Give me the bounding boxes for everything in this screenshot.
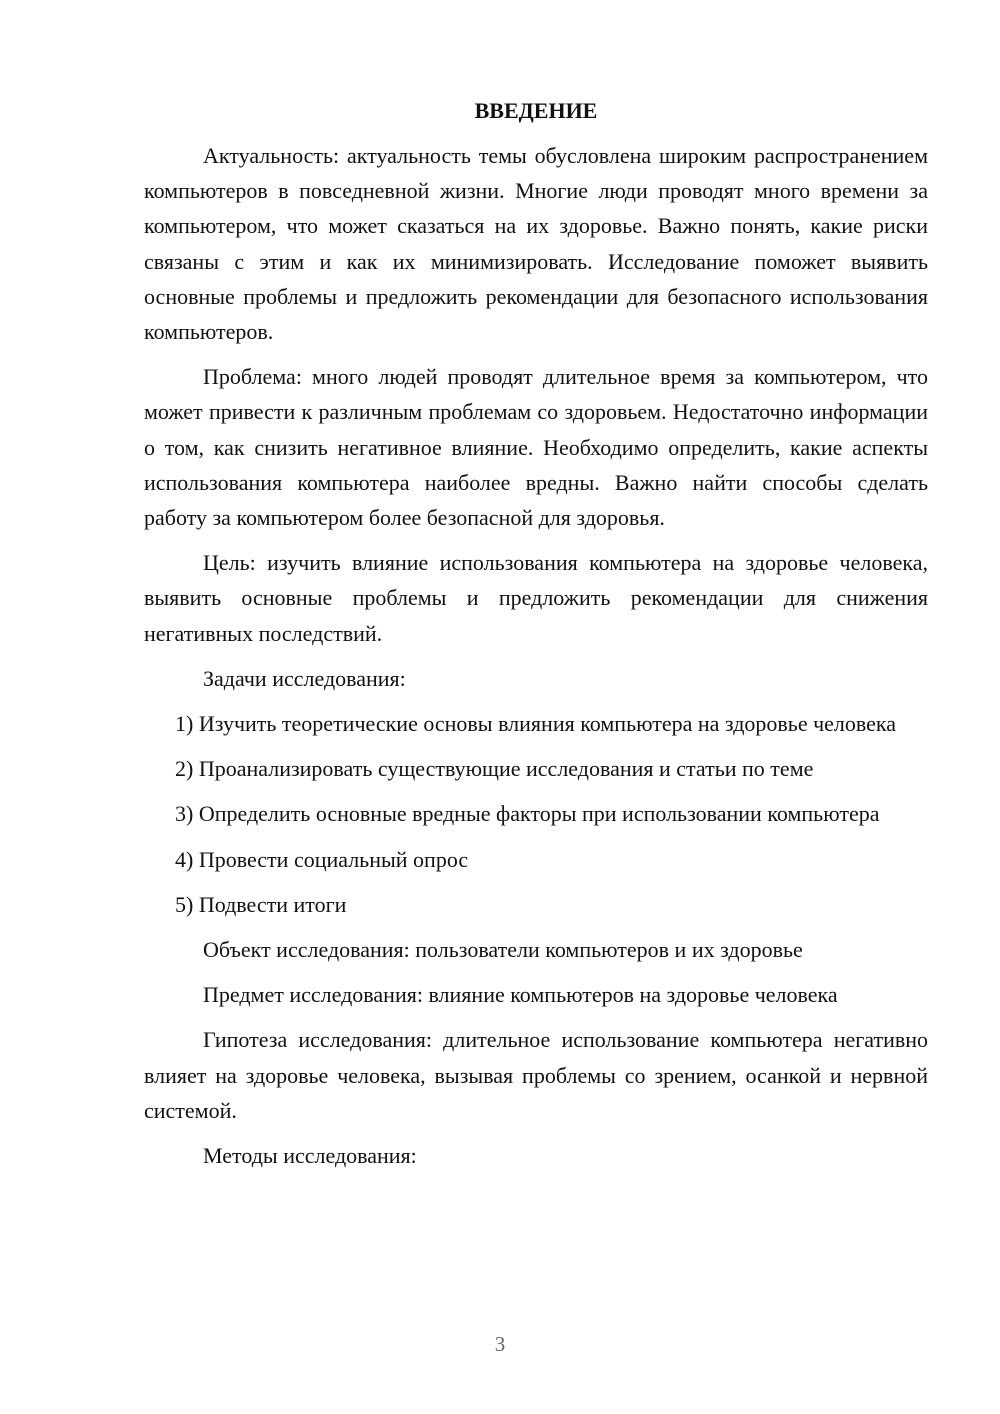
- task-item-2: 2) Проанализировать существующие исследования и статьи по теме: [175, 756, 814, 782]
- paragraph-relevance: Актуальность: актуальность темы обусловлена широким распространением компьютеров в повседневной жизни. Многие люди проводят много времени за компьютером, что может сказаться на их здоровье. Важно понять, какие риски связаны с этим и как их минимизировать. Исследование поможет выявить основные проблемы и предложить рекомендации для безопасного использования компьютеров.: [144, 143, 928, 345]
- paragraph-hypothesis: Гипотеза исследования: длительное использование компьютера негативно влияет на здоровье человека, вызывая проблемы со зрением, осанкой и нервной системой.: [144, 1027, 928, 1123]
- task-item-1: 1) Изучить теоретические основы влияния компьютера на здоровье человека: [175, 711, 897, 737]
- paragraph-problem: Проблема: много людей проводят длительное время за компьютером, что может привести к различным проблемам со здоровьем. Недостаточно информации о том, как снизить негативное влияние. Необходимо определить, какие аспекты использования компьютера наиболее вредны. Важно найти способы сделать работу за компьютером более безопасной для здоровья.: [144, 364, 928, 531]
- paragraph-subject: Предмет исследования: влияние компьютеров на здоровье человека: [203, 982, 838, 1008]
- task-item-4: 4) Провести социальный опрос: [175, 846, 469, 872]
- paragraph-object: Объект исследования: пользователи компьютеров и их здоровье: [203, 937, 803, 963]
- paragraph-goal: Цель: изучить влияние использования компьютера на здоровье человека, выявить основные проблемы и предложить рекомендации для снижения негативных последствий.: [144, 550, 928, 646]
- task-item-3: 3) Определить основные вредные факторы при использовании компьютера: [175, 801, 880, 827]
- tasks-heading: Задачи исследования:: [203, 665, 406, 691]
- task-item-5: 5) Подвести итоги: [175, 891, 347, 917]
- document-page: [144, 90, 928, 1173]
- section-title: ВВЕДЕНИЕ: [474, 98, 598, 123]
- methods-heading: Методы исследования:: [203, 1143, 417, 1169]
- page-number: 3: [494, 1332, 506, 1356]
